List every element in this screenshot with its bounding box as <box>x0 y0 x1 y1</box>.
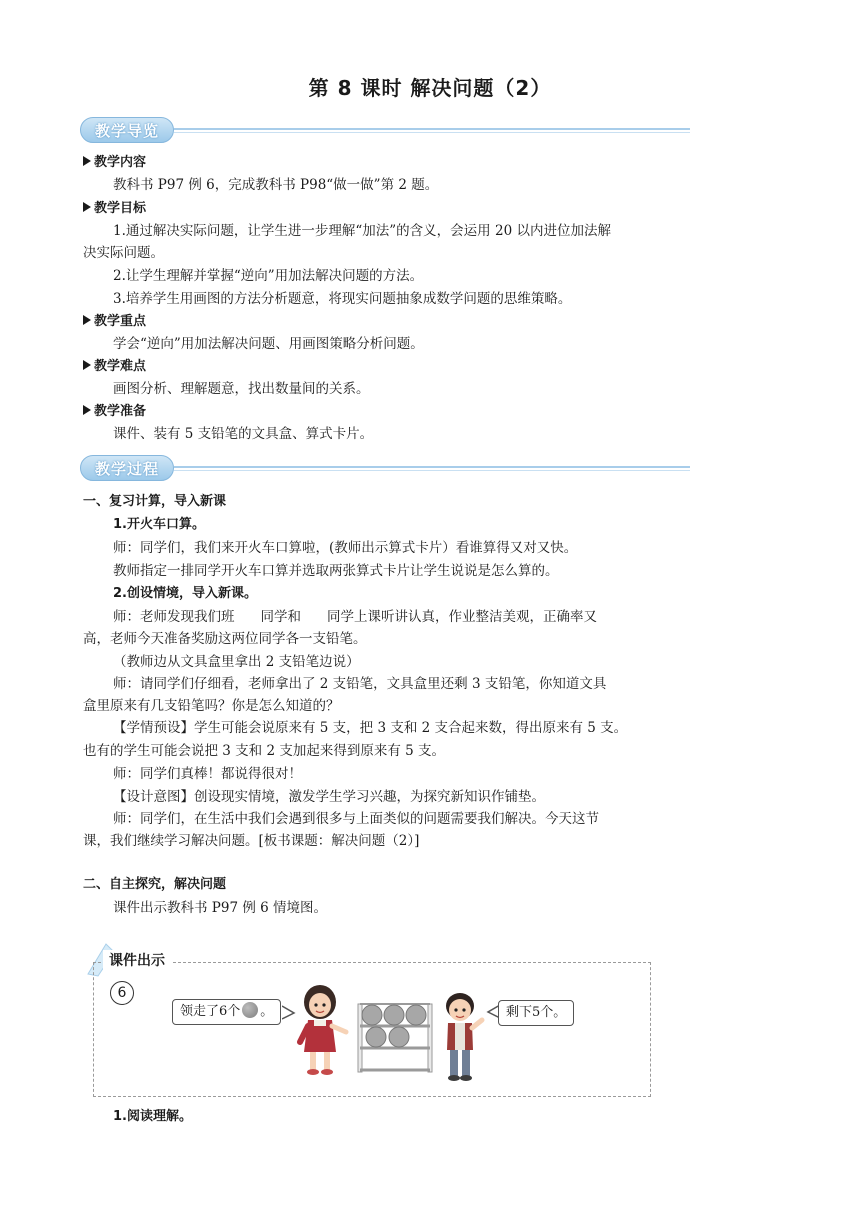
step-heading-reading: 1.阅读理解。 <box>113 1109 192 1124</box>
ball-icon <box>242 1002 258 1018</box>
courseware-label: 课件出示 <box>103 950 171 970</box>
banner-label: 教学过程 <box>80 455 174 481</box>
section-banner-guide <box>80 117 690 143</box>
paragraph: 师：同学们，在生活中我们会遇到很多与上面类似的问题需要我们解决。今天这节 <box>113 811 599 827</box>
paragraph: 课，我们继续学习解决问题。[板书课题：解决问题（2）] <box>83 833 420 849</box>
speech-bubble-left: 领走了6个 。 <box>172 999 281 1025</box>
goal-1-line-1: 1.通过解决实际问题，让学生进一步理解“加法”的含义，会运用 20 以内进位加法解 <box>113 223 611 239</box>
preparation-heading: 教学准备 <box>83 401 663 423</box>
girl-illustration <box>292 980 352 1080</box>
section-2-heading: 二、自主探究，解决问题 <box>83 877 227 892</box>
paragraph: 【学情预设】学生可能会说原来有 5 支，把 3 支和 2 支合起来数，得出原来有 5 支。 <box>113 720 628 736</box>
paragraph: 师：请同学们仔细看，老师拿出了 2 支铅笔，文具盒里还剩 3 支铅笔，你知道文具 <box>113 676 607 692</box>
triangle-bullet-icon <box>83 156 91 166</box>
banner-label: 教学导览 <box>80 117 174 143</box>
triangle-bullet-icon <box>83 360 91 370</box>
step-2-heading: 2.创设情境，导入新课。 <box>113 586 257 601</box>
speech-bubble-right: 剩下5个。 <box>498 1000 574 1026</box>
paragraph: 盒里原来有几支铅笔吗？你是怎么知道的？ <box>83 698 340 714</box>
goal-3: 3.培养学生用画图的方法分析题意，将现实问题抽象成数学问题的思维策略。 <box>113 291 572 307</box>
triangle-bullet-icon <box>83 315 91 325</box>
goal-2: 2.让学生理解并掌握“逆向”用加法解决问题的方法。 <box>113 268 424 284</box>
key-text: 学会“逆向”用加法解决问题、用画图策略分析问题。 <box>113 336 424 352</box>
paragraph: 师：老师发现我们班 同学和 同学上课听讲认真，作业整洁美观，正确率又 <box>113 609 597 625</box>
preparation-text: 课件、装有 5 支铅笔的文具盒、算式卡片。 <box>113 426 374 442</box>
goals-heading: 教学目标 <box>83 198 663 220</box>
difficulty-text: 画图分析、理解题意，找出数量间的关系。 <box>113 381 370 397</box>
difficulty-heading: 教学难点 <box>83 356 663 378</box>
key-heading: 教学重点 <box>83 311 663 333</box>
paragraph: 【设计意图】创设现实情境，激发学生学习兴趣，为探究新知识作铺垫。 <box>113 789 545 805</box>
paragraph: 师：同学们，我们来开火车口算啦，(教师出示算式卡片）看谁算得又对又快。 <box>113 540 578 556</box>
step-1-heading: 1.开火车口算。 <box>113 517 205 532</box>
boy-illustration <box>436 990 486 1086</box>
paragraph: 高，老师今天准备奖励这两位同学各一支铅笔。 <box>83 631 367 647</box>
content-text: 教科书 P97 例 6，完成教科书 P98“做一做”第 2 题。 <box>113 177 439 193</box>
goal-1-line-2: 决实际问题。 <box>83 245 164 261</box>
paragraph: （教师边从文具盒里拿出 2 支铅笔边说） <box>113 654 360 670</box>
triangle-bullet-icon <box>83 202 91 212</box>
ball-rack-illustration <box>354 998 436 1074</box>
example-number-badge: 6 <box>110 981 134 1005</box>
section-banner-process <box>80 455 690 481</box>
paragraph: 师：同学们真棒！都说得很对！ <box>113 766 302 782</box>
paragraph: 教师指定一排同学开火车口算并选取两张算式卡片让学生说说是怎么算的。 <box>113 563 559 579</box>
page-title: 第 8 课时 解决问题（2） <box>308 76 552 100</box>
content-heading: 教学内容 <box>83 152 663 174</box>
triangle-bullet-icon <box>83 405 91 415</box>
paragraph: 也有的学生可能会说把 3 支和 2 支加起来得到原来有 5 支。 <box>83 743 446 759</box>
paragraph: 课件出示教科书 P97 例 6 情境图。 <box>113 900 328 916</box>
section-1-heading: 一、复习计算，导入新课 <box>83 494 227 509</box>
